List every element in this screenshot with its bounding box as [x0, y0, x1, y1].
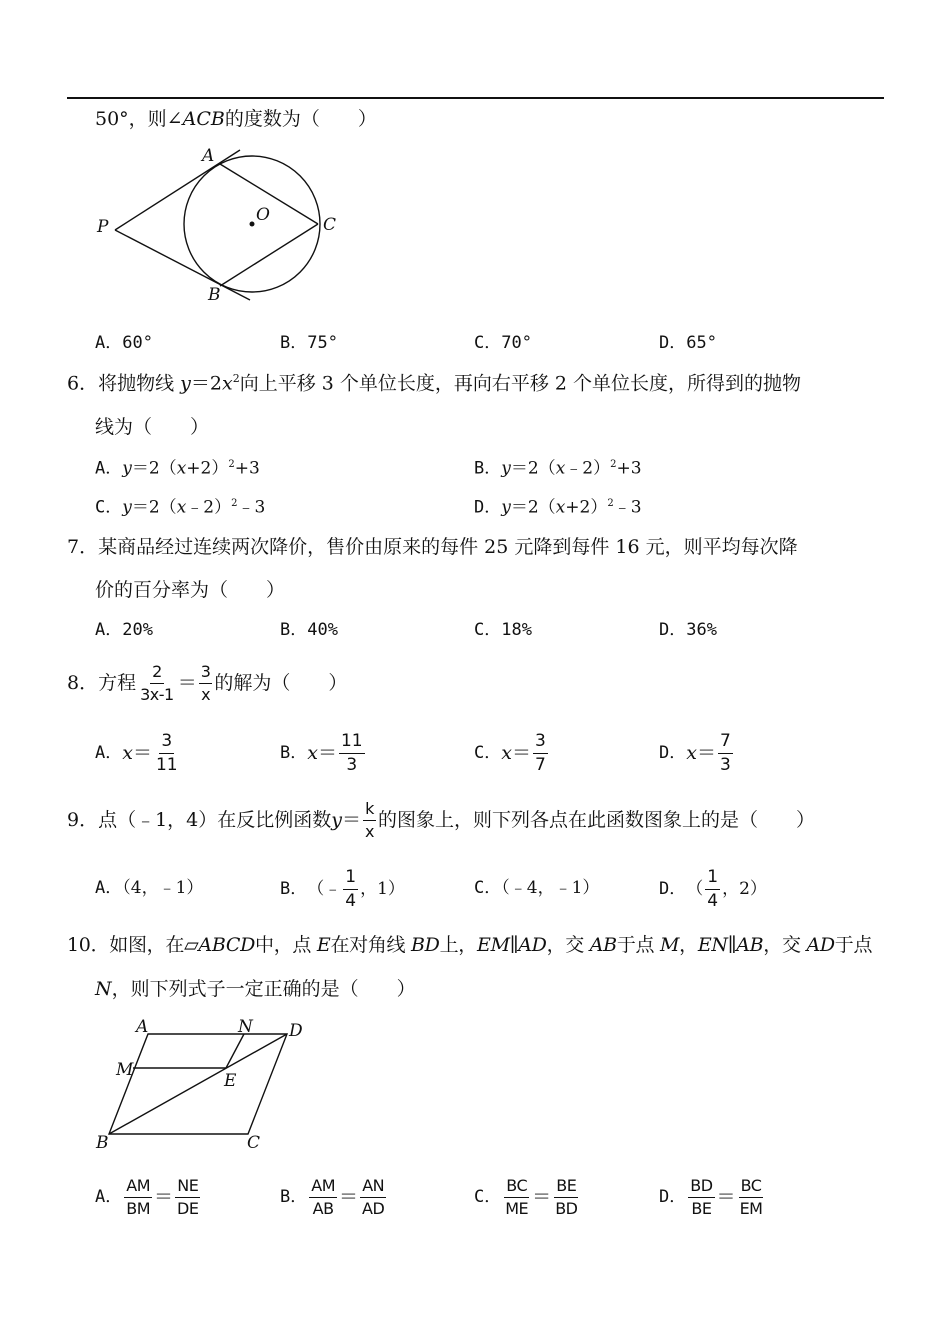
label-c: C: [247, 1133, 261, 1153]
q10-parallelogram-figure: [90, 1010, 320, 1155]
center-point: [250, 222, 255, 227]
label-p: P: [97, 217, 109, 237]
q6-option-d: D．$y=2(x+2)^2﹣3$: [474, 497, 642, 518]
q5-option-a: A．60°: [95, 333, 153, 353]
label-b: B: [96, 1133, 109, 1153]
q8-option-d: D． x ＝ $\frac{7}{3}$: [659, 731, 731, 775]
q10-option-a: A． $\frac{AM}{BM}$ ＝ $\frac{NE}{DE}$: [95, 1176, 199, 1218]
q9-option-a: A．（4，﹣1）: [95, 878, 204, 898]
q6-line1: 6．将抛物线 $y=2x^2$向上平移 3 个单位长度，再向右平移 2 个单位长度，所得到的抛物: [67, 372, 802, 395]
q9-option-c: C．（﹣4，﹣1）: [474, 878, 600, 898]
q7-option-d: D．36%: [659, 620, 717, 640]
q9-option-b: B． （﹣ $\frac{1}{4}$ ，1）: [280, 867, 405, 911]
label-c: C: [323, 215, 337, 235]
q8-fraction-2: $\frac{3}{x}$: [200, 662, 211, 704]
label-a: A: [136, 1017, 149, 1037]
q8-stem: 8． 方程 $\frac{2}{3x-1}$ ＝ $\frac{3}{x}$ 的解为（ ）: [67, 662, 348, 704]
q7-option-b: B．40%: [280, 620, 338, 640]
label-n: N: [238, 1017, 253, 1037]
label-a: A: [202, 146, 215, 166]
q9-fraction: $\frac{k}{x}$: [365, 799, 374, 841]
q10-line2: N，则下列式子一定正确的是（ ）: [95, 978, 416, 1000]
q7-option-a: A．20%: [95, 620, 153, 640]
q10-option-c: C． $\frac{BC}{ME}$ ＝ $\frac{BE}{BD}$: [474, 1176, 578, 1218]
q6-line2: 线为（ ）: [95, 416, 210, 438]
q10-option-d: D． $\frac{BD}{BE}$ ＝ $\frac{BC}{EM}$: [659, 1176, 763, 1218]
q8-option-c: C． x ＝ $\frac{3}{7}$: [474, 731, 546, 775]
q5-circle-figure: [90, 140, 350, 310]
q7-line1: 7．某商品经过连续两次降价，售价由原来的每件 25 元降到每件 16 元，则平均每次降: [67, 536, 798, 558]
q9-stem: 9． 点（﹣1，4）在反比例函数 y ＝ $\frac{k}{x}$ 的图象上，则下列各点在此函数图象上的是（ ）: [67, 799, 816, 841]
header-rule: [67, 97, 884, 99]
q9-option-d: D． （ $\frac{1}{4}$ ，2）: [659, 867, 767, 911]
q6-option-c: C．y＝2（x﹣2）$^2$﹣3: [95, 497, 266, 518]
q10-option-b: B． $\frac{AM}{AB}$ ＝ $\frac{AN}{AD}$: [280, 1176, 385, 1218]
diagonal-bd: [109, 1034, 287, 1134]
q5-option-d: D．65°: [659, 333, 717, 353]
q5-stem: 50°，则∠ACB的度数为（ ）: [95, 108, 377, 130]
q7-line2: 价的百分率为（ ）: [95, 579, 286, 601]
chord-bc: [220, 224, 318, 286]
q8-option-a: A． x ＝ $\frac{3}{11}$: [95, 731, 178, 775]
label-o: O: [256, 205, 270, 225]
tangent-pb: [115, 230, 250, 300]
q5-option-c: C．70°: [474, 333, 532, 353]
q5-option-b: B．75°: [280, 333, 338, 353]
label-m: M: [116, 1060, 134, 1080]
q6-option-a: A．$y=2(x+2)^2+3$: [95, 458, 260, 479]
label-e: E: [224, 1071, 237, 1091]
label-d: D: [289, 1021, 303, 1041]
tangent-pa: [115, 150, 240, 230]
label-b: B: [208, 285, 221, 305]
q10-line1: 10．如图，在▱ABCD中，点 E在对角线 BD上，EM∥AD，交 AB于点 M，EN∥AB，交 AD于点: [67, 934, 873, 956]
q8-fraction-1: $\frac{2}{3x-1}$: [140, 662, 174, 704]
q8-option-b: B． x ＝ $\frac{11}{3}$: [280, 731, 363, 775]
q6-option-b: B．y＝2（x﹣2）$^2$+3: [474, 458, 642, 479]
q7-option-c: C．18%: [474, 620, 532, 640]
